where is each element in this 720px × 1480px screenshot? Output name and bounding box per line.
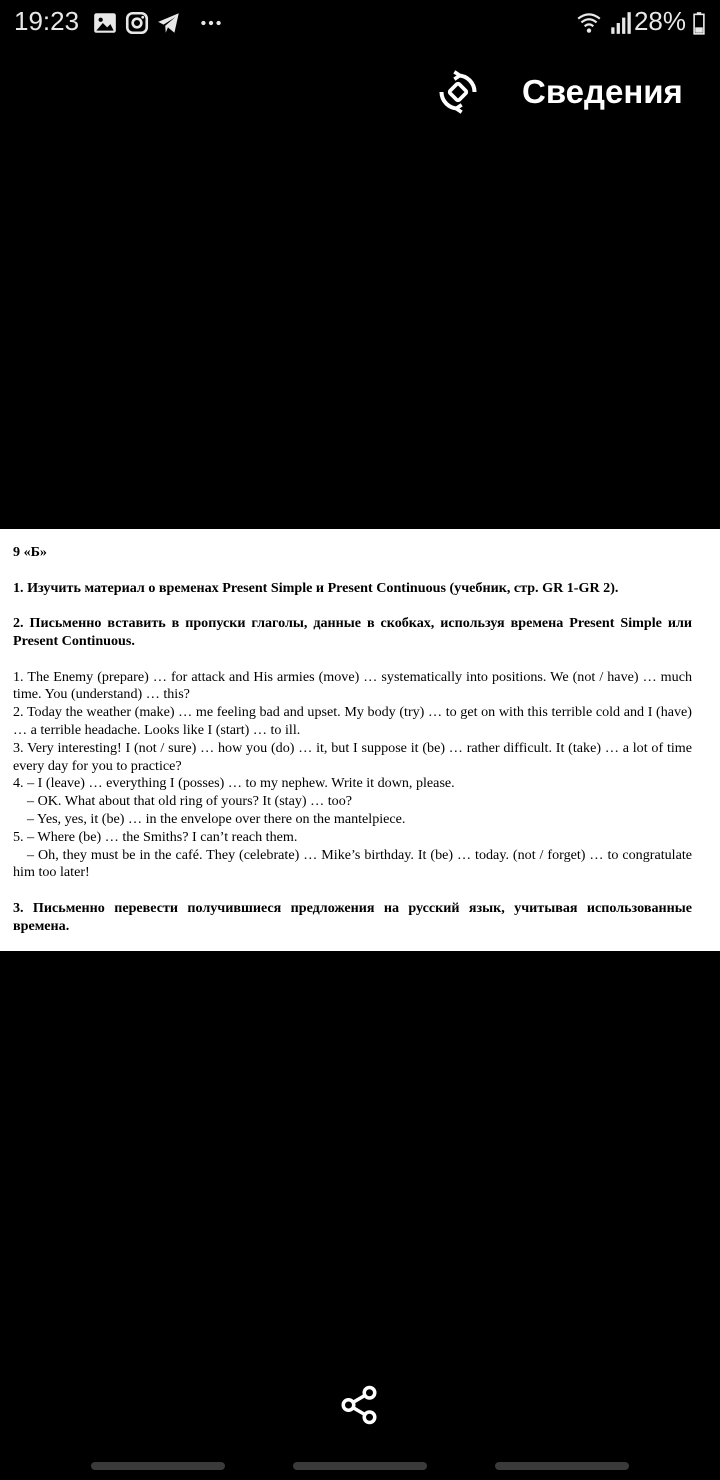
share-icon[interactable] xyxy=(338,1384,380,1426)
details-button[interactable]: Сведения xyxy=(522,73,683,110)
gallery-icon xyxy=(92,10,118,36)
instagram-icon xyxy=(124,10,150,36)
top-bar xyxy=(0,56,720,128)
signal-icon xyxy=(608,10,634,36)
task-2: 2. Письменно вставить в пропуски глаголы, данные в скобках, используя времена Present Simple или Present Continuous. xyxy=(13,615,692,649)
exercise-5b: – Oh, they must be in the café. They (celebrate) … Mike’s birthday. It (be) … today. (not / forget) … to congratulate him too later! xyxy=(13,846,692,881)
nav-home-button[interactable] xyxy=(293,1462,427,1470)
navigation-bar xyxy=(0,1450,720,1480)
status-bar xyxy=(0,0,720,46)
rotate-icon[interactable] xyxy=(436,70,480,114)
wifi-icon xyxy=(576,10,602,36)
status-time: 19:23 xyxy=(14,6,80,36)
exercise-2: 2. Today the weather (make) … me feeling bad and upset. My body (try) … to get on with this terrible cold and I (have) … a terrible headache. Looks like I (start) … to ill. xyxy=(13,704,692,738)
nav-back-button[interactable] xyxy=(495,1462,629,1470)
exercise-4a: 4. – I (leave) … everything I (posses) … to my nephew. Write it down, please. xyxy=(13,775,455,792)
nav-recents-button[interactable] xyxy=(91,1462,225,1470)
telegram-icon xyxy=(156,10,182,36)
exercise-1: 1. The Enemy (prepare) … for attack and His armies (move) … systematically into positions. We (not / have) … much time. You (understand) … this? xyxy=(13,668,692,703)
exercise-3: 3. Very interesting! I (not / sure) … how you (do) … it, but I suppose it (be) … rather difficult. It (take) … a lot of time every day for you to practice? xyxy=(13,739,692,774)
more-dots-icon xyxy=(198,10,224,36)
battery-icon xyxy=(690,10,708,36)
exercise-4b: – OK. What about that old ring of yours? It (stay) … too? xyxy=(27,793,353,810)
task-3: 3. Письменно перевести получившиеся предложения на русский язык, учитывая использованные времена. xyxy=(13,899,692,934)
battery-percent: 28% xyxy=(633,6,686,36)
class-heading: 9 «Б» xyxy=(13,544,47,560)
exercise-5a: 5. – Where (be) … the Smiths? I can’t reach them. xyxy=(13,828,298,845)
task-1: 1. Изучить материал о временах Present Simple и Present Continuous (учебник, стр. GR 1-GR 2). xyxy=(13,579,619,596)
exercise-4c: – Yes, yes, it (be) … in the envelope over there on the mantelpiece. xyxy=(27,810,406,827)
document-image xyxy=(0,529,720,951)
